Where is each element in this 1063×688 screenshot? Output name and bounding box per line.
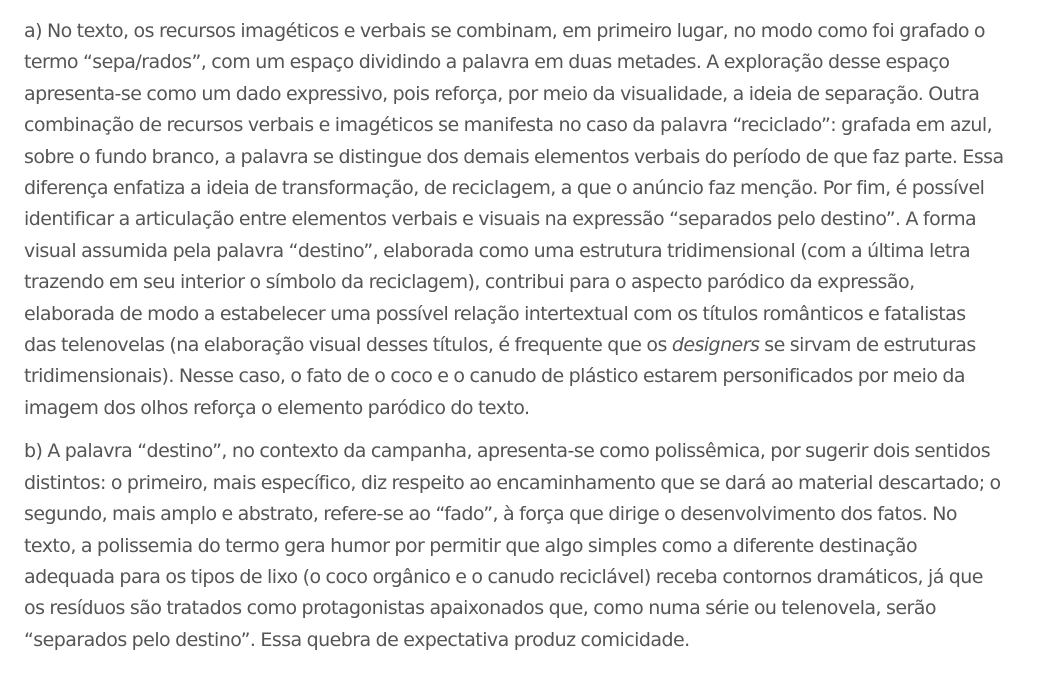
text-line: a) No texto, os recursos imagéticos e verbais se combinam, em primeiro lugar, no modo como foi grafado o [24, 20, 985, 42]
text-line: imagem dos olhos reforça o elemento paródico do texto. [24, 396, 530, 419]
text-line: texto, a polissemia do termo gera humor por permitir que algo simples como a diferente destinação [24, 534, 918, 557]
text-line: apresenta-se como um dado expressivo, pois reforça, por meio da visualidade, a ideia de separação. Outra [24, 82, 980, 105]
text-line: visual assumida pela palavra “destino”, elaborada como uma estrutura tridimensional (com a última letra [24, 239, 971, 262]
text-line: elaborada de modo a estabelecer uma possível relação intertextual com os títulos românticos e fatalistas [24, 302, 966, 325]
text-line: segundo, mais amplo e abstrato, refere-se ao “fado”, à força que dirige o desenvolvimento dos fatos. No [24, 503, 958, 526]
text-line: termo “sepa/rados”, com um espaço dividindo a palavra em duas metades. A exploração desse espaço [24, 51, 950, 74]
text-line: trazendo em seu interior o símbolo da reciclagem), contribui para o aspecto paródico da expressão, [24, 271, 915, 294]
text-line: “separados pelo destino”. Essa quebra de expectativa produz comicidade. [24, 628, 690, 651]
text-line-with-italic [24, 330, 1044, 361]
paragraph-b [24, 436, 1044, 656]
text-line: adequada para os tipos de lixo (o coco orgânico e o canudo reciclável) receba contornos dramáticos, já que [24, 565, 983, 588]
text-line: os resíduos são tratados como protagonistas apaixonados que, como numa série ou telenovela, serão [24, 597, 936, 620]
text-line: diferença enfatiza a ideia de transformação, de reciclagem, a que o anúncio faz menção. Por fim, é possível [24, 177, 985, 200]
document-body [24, 16, 1044, 656]
text-line: combinação de recursos verbais e imagéticos se manifesta no caso da palavra “reciclado”: grafada em azul, [24, 114, 993, 137]
text-line: sobre o fundo branco, a palavra se distingue dos demais elementos verbais do período de que faz parte. Essa [24, 145, 1004, 168]
text-line: distintos: o primeiro, mais específico, diz respeito ao encaminhamento que se dará ao material descartado; o [24, 471, 1001, 494]
paragraph-a [24, 16, 1044, 424]
text-line: identificar a articulação entre elementos verbais e visuais na expressão “separados pelo destino”. A forma [24, 208, 977, 231]
text-segment: das telenovelas (na elaboração visual desses títulos, é frequente que os [24, 334, 672, 357]
italic-term-designers: designers [671, 334, 760, 357]
text-segment: se sirvam de estruturas [759, 334, 976, 357]
text-line: tridimensionais). Nesse caso, o fato de o coco e o canudo de plástico estarem personificados por meio da [24, 365, 966, 388]
text-line: b) A palavra “destino”, no contexto da campanha, apresenta-se como polissêmica, por sugerir dois sentidos [24, 440, 991, 463]
